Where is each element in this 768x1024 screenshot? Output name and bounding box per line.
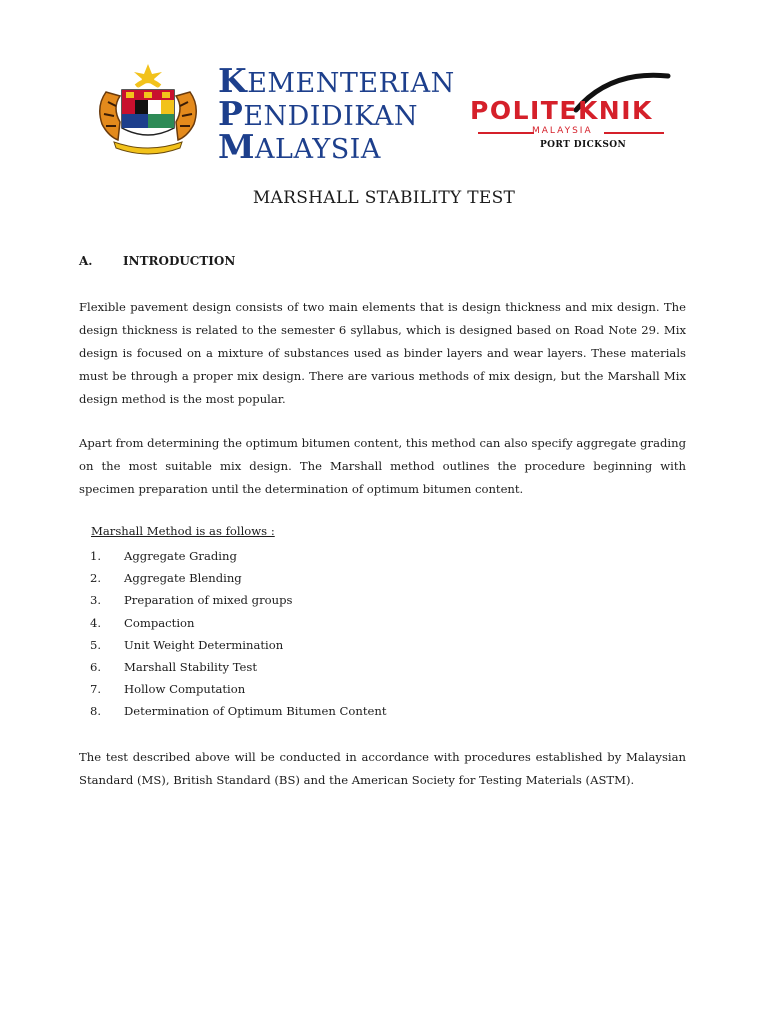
politeknik-logo (470, 66, 685, 158)
divider (478, 132, 534, 134)
list-title: Marshall Method is as follows : (91, 524, 275, 538)
section-heading (79, 254, 235, 268)
page-header (0, 0, 768, 170)
kpm-line: MALAYSIA (218, 127, 381, 166)
section-title: INTRODUCTION (123, 254, 236, 268)
list-item: 4. Compaction (90, 615, 195, 630)
list-item: 3. Preparation of mixed groups (90, 593, 293, 608)
document-title: MARSHALL STABILITY TEST (252, 188, 516, 208)
politeknik-campus: PORT DICKSON (540, 140, 627, 150)
list-item: 2. Aggregate Blending (90, 571, 242, 586)
list-item: 1. Aggregate Grading (90, 549, 237, 563)
marshall-method-list (90, 545, 387, 723)
kpm-line: PENDIDIKAN (218, 94, 418, 133)
malaysia-coat-of-arms-logo (92, 62, 204, 158)
kpm-line: KEMENTERIAN (218, 61, 455, 100)
paragraph-standards: The test described above will be conducted in accordance with procedures established by Malaysian Standard (MS), British Standard (BS) and the American Society for Testing Materials (ASTM). (79, 750, 686, 787)
kementerian-pendidikan-logo-text (218, 61, 455, 166)
politeknik-wordmark: POLITEKNIK (470, 96, 653, 125)
politeknik-country: MALAYSIA (532, 126, 593, 136)
paragraph-intro: Flexible pavement design consists of two main elements that is design thickness and mix design. The design thickness is related to the semester 6 syllabus, which is designed based on Road Note 29. Mix design is focused on a mixture of substances used as binder layers and wear layers. These materials must be through a proper mix design. There are various methods of mix design, but the Marshall Mix design method is the most popular. (79, 300, 686, 406)
paragraph-optimum-bitumen: Apart from determining the optimum bitumen content, this method can also specify aggregate grading on the most suitable mix design. The Marshall method outlines the procedure beginning with specimen preparation until the determination of optimum bitumen content. (79, 436, 686, 496)
list-item: 5. Unit Weight Determination (90, 637, 284, 652)
list-item: 7. Hollow Computation (90, 682, 246, 697)
divider (604, 132, 664, 134)
list-item: 8. Determination of Optimum Bitumen Content (90, 704, 387, 719)
section-number: A. (79, 254, 93, 268)
list-item: 6. Marshall Stability Test (90, 659, 258, 674)
